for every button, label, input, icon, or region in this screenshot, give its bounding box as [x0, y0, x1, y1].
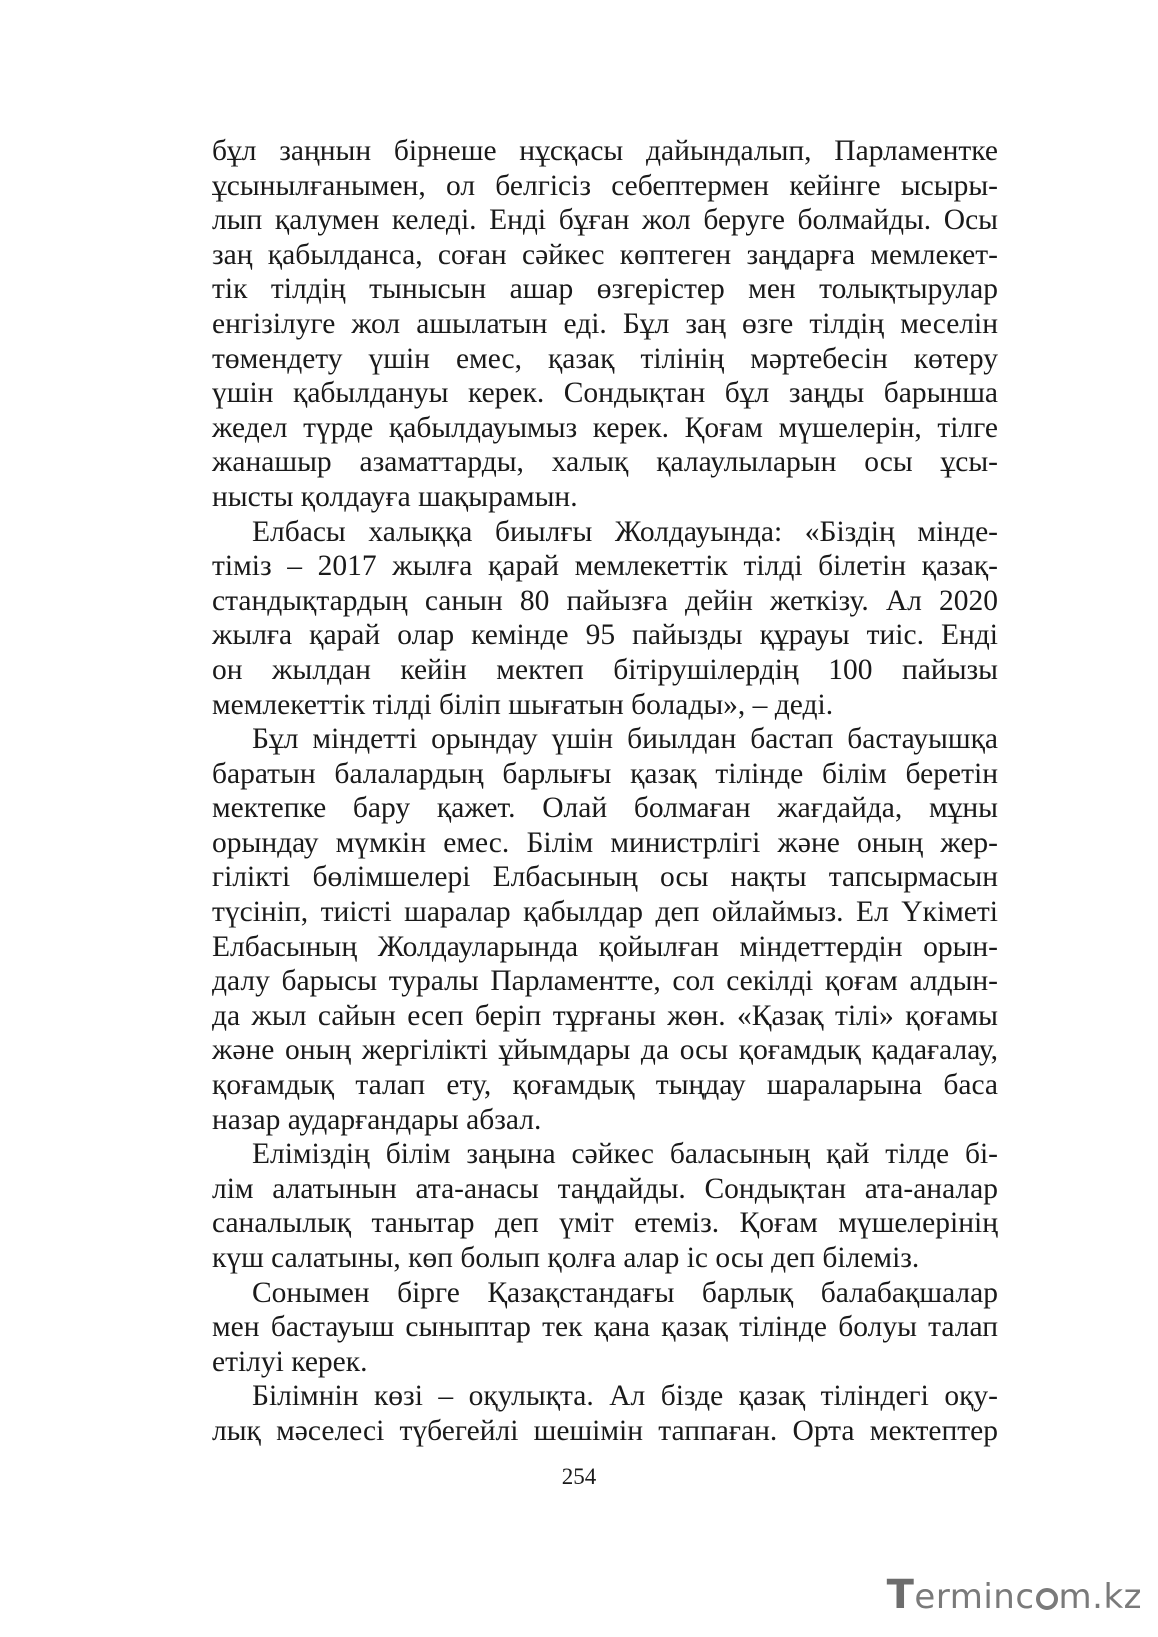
- text-line: баратын балалардың барлығы қазақ тілінде білім беретін: [212, 757, 998, 790]
- text-line: түсініп, тиісті шаралар қабылдар деп ойлаймыз. Ел Үкіметі: [212, 896, 998, 929]
- text-line: Еліміздің білім заңына сәйкес баласының қай тілде бі-: [252, 1138, 998, 1171]
- text-line: күш салатыны, көп болып қолға алар іс осы деп білеміз.: [212, 1242, 920, 1274]
- text-line: стандықтардың санын 80 пайызға дейін жеткізу. Ал 2020: [212, 584, 998, 617]
- text-line: Бұл міндетті орындау үшін биылдан бастап бастауышқа: [252, 723, 998, 756]
- paragraph: [212, 1137, 998, 1275]
- watermark-ring-icon: [1036, 1588, 1058, 1610]
- text-line: гілікті бөлімшелері Елбасының осы нақты тапсырмасын: [212, 861, 998, 894]
- text-line: үшін қабылдануы керек. Сондықтан бұл заңды барынша: [212, 377, 998, 410]
- text-line: Елбасы халыққа биылғы Жолдауында: «Біздің мінде-: [252, 515, 998, 548]
- text-line: Елбасының Жолдауларында қойылған міндеттердін орын-: [212, 930, 998, 963]
- text-line: қоғамдық талап ету, қоғамдық тыңдау шараларына баса: [212, 1069, 998, 1102]
- text-line: нысты қолдауға шақырамын.: [212, 480, 578, 513]
- body-text: [212, 134, 998, 1449]
- text-line: бұл заңнын бірнеше нұсқасы дайындалып, Парламентке: [212, 135, 998, 167]
- watermark-text-end: m.kz: [1058, 1577, 1142, 1617]
- text-line: далу барысы туралы Парламентте, сол секілді қоғам алдын-: [212, 965, 998, 998]
- text-line: жылға қарай олар кемінде 95 пайызды құрауы тиіс. Енді: [212, 619, 998, 652]
- text-line: мен бастауыш сыныптар тек қана қазақ тілінде болуы талап: [212, 1311, 998, 1344]
- text-line: жанашыр азаматтарды, халық қалаулыларын осы ұсы-: [212, 446, 998, 479]
- text-line: заң қабылданса, соған сәйкес көптеген заңдарға мемлекет-: [212, 238, 998, 271]
- text-line: ұсынылғанымен, ол белгісіз себептермен кейінге ысыры-: [212, 169, 998, 202]
- text-line: лім алатынын ата-анасы таңдайды. Сондықтан ата-аналар: [212, 1172, 998, 1205]
- termincom-watermark-logo: [886, 1572, 1142, 1618]
- page-number: 254: [561, 1464, 597, 1489]
- text-line: назар аударғандары абзал.: [212, 1103, 542, 1136]
- text-line: Білімнін көзі – оқулықта. Ал бізде қазақ тіліндегі оқу-: [252, 1380, 998, 1413]
- text-line: да жыл сайын есеп беріп тұрғаны жөн. «Қазақ тілі» қоғамы: [212, 999, 998, 1032]
- text-line: жедел түрде қабылдауымыз керек. Қоғам мүшелерін, тілге: [212, 411, 998, 444]
- paragraph: [212, 1379, 998, 1448]
- text-line: орындау мүмкін емес. Білім министрлігі және оның жер-: [212, 826, 998, 859]
- text-line: саналылық танытар деп үміт етеміз. Қоғам мүшелерінің: [212, 1207, 998, 1240]
- paragraph: [212, 1276, 998, 1380]
- paragraph: [212, 515, 998, 723]
- watermark-letter-t: T: [886, 1572, 915, 1618]
- text-line: лық мәселесі түбегейлі шешімін таппаған. Орта мектептер: [212, 1414, 998, 1447]
- text-line: мектепке бару қажет. Олай болмаған жағдайда, мұны: [212, 792, 998, 825]
- watermark-text-start: erminc: [914, 1577, 1035, 1617]
- text-line: және оның жергілікті ұйымдары да осы қоғамдық қадағалау,: [212, 1034, 998, 1067]
- paragraph: [212, 722, 998, 1137]
- text-line: енгізілуге жол ашылатын еді. Бұл заң өзге тілдің меселін: [212, 307, 998, 340]
- text-line: төмендету үшін емес, қазақ тілінің мәртебесін көтеру: [212, 342, 998, 375]
- text-line: тіміз – 2017 жылға қарай мемлекеттік тілді білетін қазақ-: [212, 550, 998, 583]
- text-line: тік тілдің тынысын ашар өзгерістер мен толықтырулар: [212, 273, 998, 306]
- text-line: он жылдан кейін мектеп бітірушілердің 100 пайызы: [212, 653, 998, 686]
- text-line: етілуі керек.: [212, 1345, 368, 1378]
- paragraph: [212, 134, 998, 515]
- text-line: Сонымен бірге Қазақстандағы барлық балабақшалар: [252, 1276, 998, 1309]
- text-line: мемлекеттік тілді біліп шығатын болады», – деді.: [212, 688, 834, 721]
- text-line: лып қалумен келеді. Енді бұған жол беруге болмайды. Осы: [212, 204, 998, 237]
